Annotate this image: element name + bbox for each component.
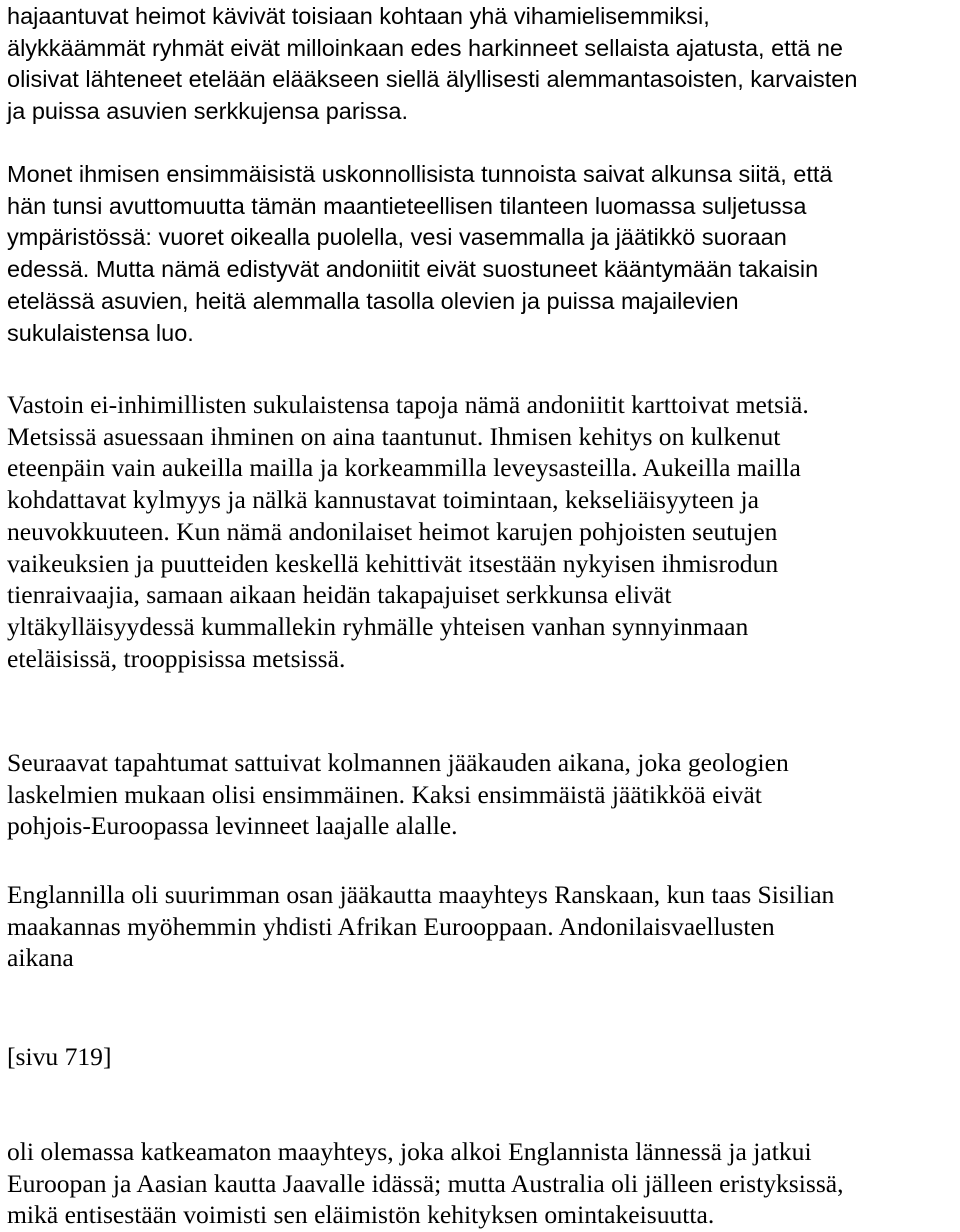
- text-line: oli olemassa katkeamaton maayhteys, joka alkoi Englannista lännessä ja jatkui: [7, 1137, 812, 1166]
- text-line: laskelmien mukaan olisi ensimmäinen. Kaksi ensimmäistä jäätikköä eivät: [7, 779, 762, 809]
- text-line: yltäkylläisyydessä kummallekin ryhmälle yhteisen vanhan synnyinmaan: [7, 611, 749, 641]
- paragraph-1: [7, 1, 957, 128]
- text-line: kohdattavat kylmyys ja nälkä kannustavat toimintaan, kekseliäisyyteen ja: [7, 485, 759, 515]
- text-line: etelässä asuvien, heitä alemmalla tasolla olevien ja puissa majailevien: [7, 287, 739, 314]
- text-line: neuvokkuuteen. Kun nämä andonilaiset heimot karujen pohjoisten seutujen: [7, 516, 778, 546]
- page-number-text: [sivu 719]: [7, 1042, 112, 1071]
- text-line: tienraivaajia, samaan aikaan heidän takapajuiset serkkunsa elivät: [7, 580, 672, 610]
- text-line: mikä entisestään voimisti sen eläimistön kehityksen omintakeisuutta.: [7, 1200, 715, 1230]
- text-line: Englannilla oli suurimman osan jääkautta maayhteys Ranskaan, kun taas Sisilian: [7, 880, 835, 909]
- text-line: Monet ihmisen ensimmäisistä uskonnollisista tunnoista saivat alkunsa siitä, että: [7, 161, 833, 187]
- text-line: edessä. Mutta nämä edistyvät andoniitit eivät suostuneet kääntymään takaisin: [7, 256, 819, 283]
- text-line: pohjois-Euroopassa levinneet laajalle alalle.: [7, 811, 458, 841]
- text-line: sukulaistensa luo.: [7, 319, 194, 346]
- text-line: vaikeuksien ja puutteiden keskellä kehittivät itsestään nykyisen ihmisrodun: [7, 548, 779, 578]
- text-line: aikana: [7, 943, 74, 973]
- text-line: ympäristössä: vuoret oikealla puolella, vesi vasemmalla ja jäätikkö suoraan: [7, 224, 787, 251]
- text-line: eteläisissä, trooppisissa metsissä.: [7, 643, 346, 673]
- text-line: maakannas myöhemmin yhdisti Afrikan Eurooppaan. Andonilaisvaellusten: [7, 911, 775, 941]
- paragraph-5: [7, 879, 957, 974]
- page-marker: [7, 1041, 957, 1073]
- text-line: ja puissa asuvien serkkujensa parissa.: [7, 98, 409, 125]
- text-line: olisivat lähteneet etelään elääkseen siellä älyllisesti alemmantasoisten, karvaisten: [7, 66, 858, 93]
- text-line: hajaantuvat heimot kävivät toisiaan kohtaan yhä vihamielisemmiksi,: [7, 3, 710, 29]
- text-line: eteenpäin vain aukeilla mailla ja korkeammilla leveysasteilla. Aukeilla mailla: [7, 453, 801, 483]
- text-line: Metsissä asuessaan ihminen on aina taantunut. Ihmisen kehitys on kulkenut: [7, 421, 781, 451]
- paragraph-3: [7, 389, 957, 674]
- paragraph-2: [7, 159, 957, 349]
- text-line: Vastoin ei-inhimillisten sukulaistensa tapoja nämä andoniitit karttoivat metsiä.: [7, 390, 809, 419]
- text-line: Seuraavat tapahtumat sattuivat kolmannen jääkauden aikana, joka geologien: [7, 748, 789, 777]
- text-line: Euroopan ja Aasian kautta Jaavalle idässä; mutta Australia oli jälleen eristyksissä,: [7, 1168, 844, 1198]
- paragraph-4: [7, 747, 957, 842]
- text-line: älykkäämmät ryhmät eivät milloinkaan edes harkinneet sellaista ajatusta, että ne: [7, 34, 843, 61]
- paragraph-7: [7, 1136, 957, 1231]
- text-line: hän tunsi avuttomuutta tämän maantieteellisen tilanteen luomassa suljetussa: [7, 192, 807, 219]
